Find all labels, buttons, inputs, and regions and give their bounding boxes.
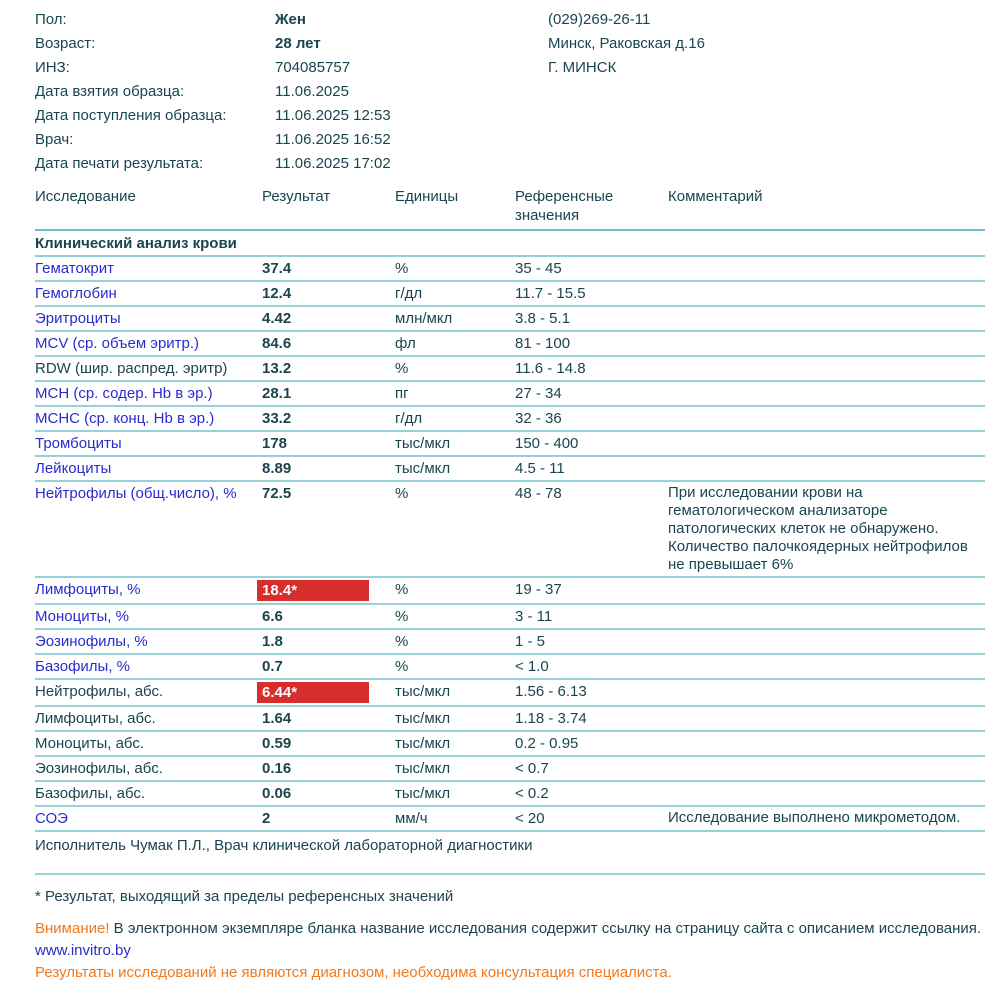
patient-info-label: Пол: [35,11,67,28]
units-cell: % [395,608,409,625]
clinic-contact-block [548,8,705,80]
table-body [35,257,985,832]
table-row [35,382,985,407]
patient-info-value: Жен [275,11,306,28]
reference-cell: 35 - 45 [515,260,562,277]
result-value: 6.6 [262,608,283,625]
units-cell: мм/ч [395,810,428,827]
comment-cell [668,309,985,328]
comment-cell [668,434,985,453]
test-name-cell [35,734,262,753]
result-cell [262,709,395,728]
comment-cell [668,632,985,651]
result-value: 4.42 [262,310,292,327]
test-name[interactable]: Нейтрофилы (общ.число), % [35,485,237,502]
patient-info-label: Возраст: [35,35,96,52]
comment-cell: При исследовании крови на гематологическом анализаторе патологических клеток не обнаружено. Количество палочкоядерных нейтрофилов не превышает 6% [668,484,968,573]
units-cell: тыс/мкл [395,435,451,452]
reference-cell: 4.5 - 11 [515,460,565,477]
result-cell [262,682,395,703]
column-header-result: Результат [262,188,331,205]
table-row [35,605,985,630]
units-cell: % [395,485,409,502]
patient-info-value: 11.06.2025 12:53 [275,107,391,124]
result-value: 0.06 [262,785,292,802]
patient-info-value: 11.06.2025 16:52 [275,131,391,148]
table-row [35,357,985,382]
patient-info-value: 28 лет [275,35,321,52]
patient-info-row [35,56,985,80]
test-name-cell [35,334,262,353]
test-name-cell [35,682,262,703]
table-row [35,707,985,732]
test-name[interactable]: MCV (ср. объем эритр.) [35,335,200,352]
notice-prefix: Внимание! [35,920,110,937]
clinic-contact-line: Г. МИНСК [548,59,617,76]
result-value-flagged: 6.44* [257,682,369,703]
result-cell [262,434,395,453]
result-cell [262,384,395,403]
test-name[interactable]: MCHC (ср. конц. Hb в эр.) [35,410,215,427]
result-value: 13.2 [262,360,292,377]
test-name-cell [35,259,262,278]
units-cell: % [395,260,409,277]
test-name-cell [35,309,262,328]
patient-info-value: 11.06.2025 17:02 [275,155,391,172]
table-row [35,630,985,655]
comment-cell [668,580,985,601]
table-row [35,732,985,757]
comment-cell [668,459,985,478]
test-name-cell [35,384,262,403]
test-name: Моноциты, абс. [35,735,145,752]
units-cell: % [395,633,409,650]
result-value: 1.64 [262,710,292,727]
test-name: RDW (шир. распред. эритр) [35,360,228,377]
test-name-cell [35,759,262,778]
result-cell [262,309,395,328]
reference-cell: < 1.0 [515,658,549,675]
test-name-cell [35,459,262,478]
patient-info-row [35,8,985,32]
result-value: 0.7 [262,658,283,675]
section-title: Клинический анализ крови [35,231,985,257]
units-cell: тыс/мкл [395,735,451,752]
test-name-cell [35,657,262,676]
footer-divider [35,873,985,875]
result-cell [262,657,395,676]
comment-cell [668,709,985,728]
disclaimer-line: Результаты исследований не являются диагнозом, необходима консультация специалиста. [35,964,672,981]
test-name-cell [35,632,262,651]
result-cell [262,359,395,378]
reference-cell: 1.56 - 6.13 [515,683,587,700]
reference-cell: 1 - 5 [515,633,546,650]
result-cell [262,632,395,651]
table-row [35,655,985,680]
reference-cell: 48 - 78 [515,485,562,502]
test-name-cell [35,284,262,303]
patient-info-label: Врач: [35,131,74,148]
units-cell: г/дл [395,410,423,427]
test-name[interactable]: Лимфоциты, % [35,581,141,598]
test-name: Базофилы, абс. [35,785,146,802]
test-name[interactable]: Гемоглобин [35,285,117,302]
reference-cell: < 0.7 [515,760,549,777]
reference-cell: < 0.2 [515,785,549,802]
table-row [35,332,985,357]
result-value: 37.4 [262,260,292,277]
test-name[interactable]: Моноциты, % [35,608,129,625]
test-name-cell [35,409,262,428]
units-cell: тыс/мкл [395,683,451,700]
test-name[interactable]: Лейкоциты [35,460,112,477]
test-name: Нейтрофилы, абс. [35,683,164,700]
result-cell [262,734,395,753]
patient-info-label: Дата взятия образца: [35,83,185,100]
units-cell: тыс/мкл [395,785,451,802]
patient-info-row [35,152,985,176]
table-row [35,257,985,282]
test-name-cell [35,484,262,574]
units-cell: тыс/мкл [395,460,451,477]
table-row [35,680,985,707]
result-value: 1.8 [262,633,283,650]
reference-cell: 150 - 400 [515,435,579,452]
result-cell [262,809,395,828]
patient-info-label: Дата поступления образца: [35,107,227,124]
table-row [35,307,985,332]
notice-body: В электронном экземпляре бланка название исследования содержит ссылку на страницу сайта с описанием исследования. [113,920,982,937]
result-value: 0.16 [262,760,292,777]
test-name[interactable]: Эритроциты [35,310,121,327]
patient-info-row [35,32,985,56]
test-name-cell [35,709,262,728]
result-cell [262,284,395,303]
reference-cell: < 20 [515,810,545,827]
comment-cell: Исследование выполнено микрометодом. [668,809,961,826]
units-cell: г/дл [395,285,423,302]
electronic-form-notice [35,918,985,962]
test-name[interactable]: СОЭ [35,810,68,827]
test-name[interactable]: Тромбоциты [35,435,122,452]
comment-cell [668,334,985,353]
reference-cell: 0.2 - 0.95 [515,735,579,752]
clinic-contact-line: (029)269-26-11 [548,11,651,28]
comment-cell [668,607,985,626]
patient-info-label: Дата печати результата: [35,155,204,172]
test-name-cell [35,359,262,378]
test-name-cell [35,784,262,803]
result-cell [262,784,395,803]
result-value: 0.59 [262,735,292,752]
out-of-range-footnote: * Результат, выходящий за пределы референсных значений [35,888,454,905]
table-row [35,282,985,307]
result-value: 2 [262,810,271,827]
test-name-cell [35,434,262,453]
units-cell: млн/мкл [395,310,453,327]
result-value: 8.89 [262,460,292,477]
units-cell: тыс/мкл [395,710,451,727]
column-header-units: Единицы [395,188,459,205]
units-cell: % [395,658,409,675]
comment-cell [668,384,985,403]
patient-info-value: 704085757 [275,59,351,76]
test-name[interactable]: MCH (ср. содер. Hb в эр.) [35,385,213,402]
results-table [35,184,985,857]
result-cell [262,409,395,428]
column-header-reference: Референсные значения [515,188,614,224]
executor-line: Исполнитель Чумак П.Л., Врач клинической лабораторной диагностики [35,837,533,854]
comment-cell [668,734,985,753]
result-cell [262,259,395,278]
test-name: Лимфоциты, абс. [35,710,156,727]
reference-cell: 3 - 11 [515,608,553,625]
result-cell [262,580,395,601]
test-name[interactable]: Базофилы, % [35,658,130,675]
reference-cell: 19 - 37 [515,581,562,598]
result-cell [262,607,395,626]
patient-info-row [35,128,985,152]
result-value: 84.6 [262,335,292,352]
table-row [35,578,985,605]
result-value: 33.2 [262,410,292,427]
table-row [35,457,985,482]
result-cell [262,484,395,574]
comment-cell [668,682,985,703]
reference-cell: 11.6 - 14.8 [515,360,586,377]
table-row [35,757,985,782]
comment-cell [668,759,985,778]
reference-cell: 1.18 - 3.74 [515,710,587,727]
result-value: 72.5 [262,485,292,502]
units-cell: фл [395,335,416,352]
patient-info-row [35,104,985,128]
units-cell: % [395,581,409,598]
reference-cell: 27 - 34 [515,385,562,402]
patient-info-row [35,80,985,104]
comment-cell [668,784,985,803]
units-cell: тыс/мкл [395,760,451,777]
column-header-comment: Комментарий [668,188,763,205]
result-value: 28.1 [262,385,292,402]
invitro-link[interactable]: www.invitro.by [35,942,131,959]
result-value: 12.4 [262,285,292,302]
reference-cell: 32 - 36 [515,410,562,427]
result-value: 178 [262,435,288,452]
result-cell [262,459,395,478]
reference-cell: 3.8 - 5.1 [515,310,571,327]
result-cell [262,759,395,778]
clinic-contact-line: Минск, Раковская д.16 [548,35,705,52]
column-header-test: Исследование [35,188,136,205]
table-row [35,782,985,807]
test-name-cell [35,809,262,828]
comment-cell [668,657,985,676]
patient-info-value: 11.06.2025 [275,83,349,100]
table-row [35,482,985,578]
comment-cell [668,409,985,428]
comment-cell [668,284,985,303]
patient-info [35,8,985,176]
result-cell [262,334,395,353]
units-cell: % [395,360,409,377]
comment-cell [668,359,985,378]
units-cell: пг [395,385,409,402]
patient-info-label: ИНЗ: [35,59,70,76]
reference-cell: 11.7 - 15.5 [515,285,586,302]
test-name[interactable]: Эозинофилы, % [35,633,148,650]
table-header-row [35,184,985,231]
reference-cell: 81 - 100 [515,335,571,352]
test-name-cell [35,580,262,601]
table-row [35,407,985,432]
test-name: Эозинофилы, абс. [35,760,163,777]
table-row [35,807,985,832]
comment-cell [668,259,985,278]
test-name[interactable]: Гематокрит [35,260,114,277]
table-row [35,432,985,457]
result-value-flagged: 18.4* [257,580,369,601]
test-name-cell [35,607,262,626]
